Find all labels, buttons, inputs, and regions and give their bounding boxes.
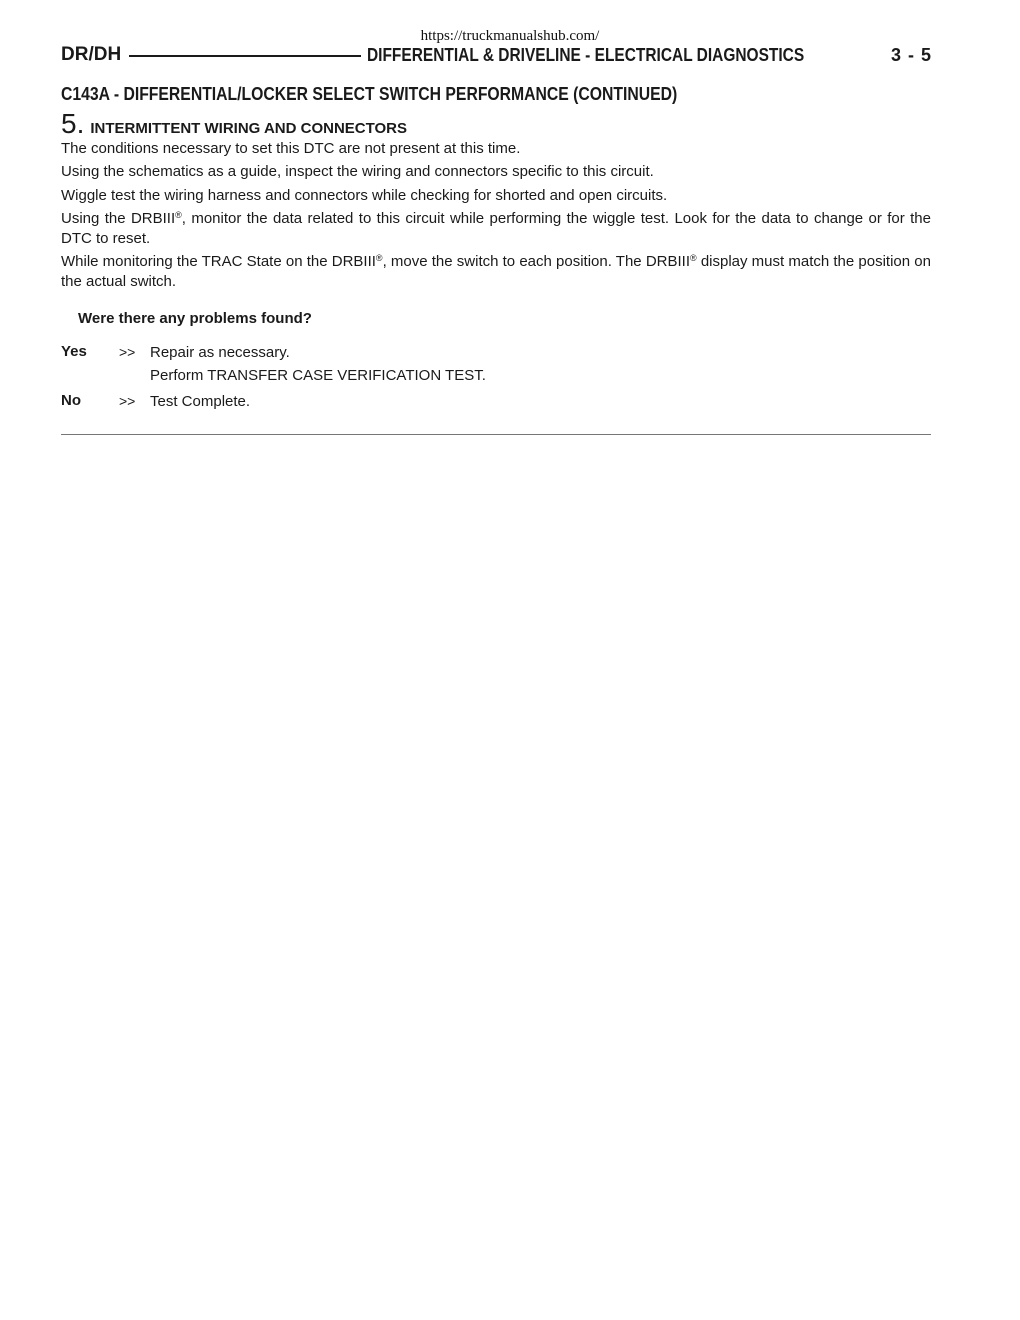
question: Were there any problems found? (78, 310, 312, 327)
answer-yes-instructions (150, 341, 486, 387)
p4-text-a: Using the DRBIII (61, 210, 176, 227)
paragraph-monitor-data (61, 209, 931, 249)
header-rule (129, 55, 361, 57)
paragraph-conditions: The conditions necessary to set this DTC are not present at this time. (61, 140, 521, 157)
p4-text-b: , monitor the data related to this circuit while performing the wiggle test. Look for the data to change or for the DTC to reset. (61, 210, 931, 247)
p5-text-c: display must match the position on the actual switch. (61, 253, 931, 290)
paragraph-schematics: Using the schematics as a guide, inspect the wiring and connectors specific to this circuit. (61, 163, 654, 180)
section-divider (61, 434, 931, 435)
answer-yes-label: Yes (61, 343, 87, 360)
watermark-url: https://truckmanualshub.com/ (420, 28, 600, 44)
p5-text-b: , move the switch to each position. The DRBIII (382, 253, 690, 270)
header-chapter-title: DIFFERENTIAL & DRIVELINE - ELECTRICAL DIAGNOSTICS (367, 44, 805, 65)
answer-no-label: No (61, 392, 81, 409)
registered-mark: ® (375, 253, 383, 263)
registered-mark: ® (690, 253, 697, 263)
answer-yes-arrow: >> (119, 344, 136, 360)
answer-no-line1: Test Complete. (150, 393, 251, 410)
registered-mark: ® (175, 210, 182, 220)
answer-no-arrow: >> (119, 393, 136, 409)
header-model: DR/DH (61, 44, 122, 65)
step-number: 5. (61, 108, 85, 139)
answer-yes-line2: Perform TRANSFER CASE VERIFICATION TEST. (150, 367, 486, 384)
answer-yes-line1: Repair as necessary. (150, 344, 290, 361)
page-header (61, 42, 931, 68)
paragraph-trac-state (61, 252, 931, 292)
header-page-number: 3 - 5 (890, 44, 931, 65)
step-title: INTERMITTENT WIRING AND CONNECTORS (90, 120, 408, 137)
paragraph-wiggle-test: Wiggle test the wiring harness and connectors while checking for shorted and open circuits. (61, 187, 668, 204)
step-heading (61, 108, 407, 140)
answer-no-instructions (150, 390, 250, 413)
section-title: C143A - DIFFERENTIAL/LOCKER SELECT SWITCH PERFORMANCE (CONTINUED) (61, 84, 678, 104)
p5-text-a: While monitoring the TRAC State on the DRBIII (61, 253, 376, 270)
